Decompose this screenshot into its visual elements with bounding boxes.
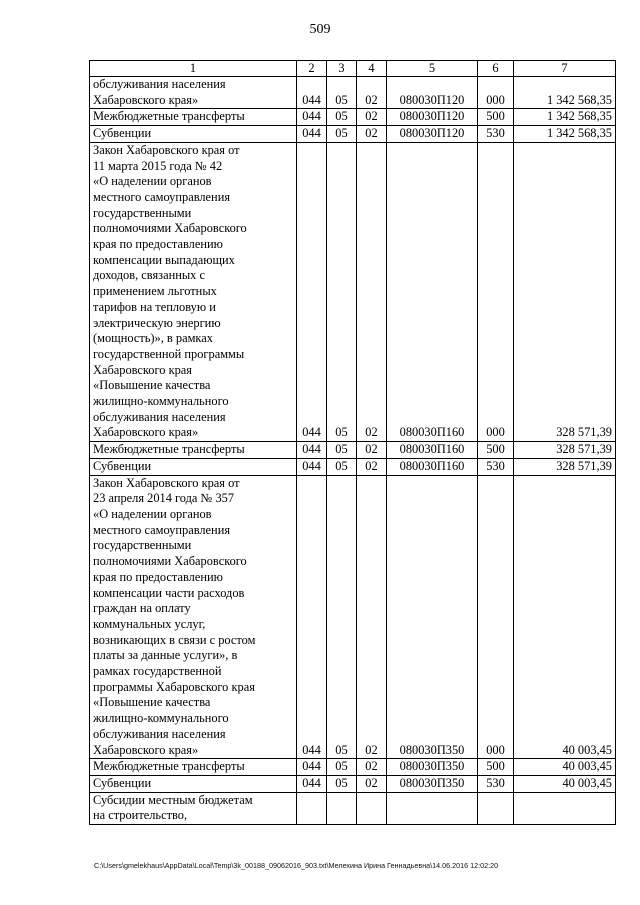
subsection-code: 02: [357, 458, 387, 475]
amount-value: 40 003,45: [514, 475, 616, 759]
description-line: коммунальных услуг,: [93, 616, 206, 631]
description-line: на строительство,: [93, 808, 188, 823]
expense-type-code: 530: [478, 126, 514, 143]
table-row: [90, 759, 616, 776]
item-description: [90, 77, 297, 109]
description-line: местного самоуправления: [93, 522, 231, 537]
subsection-code: 02: [357, 126, 387, 143]
department-code: [297, 792, 327, 824]
section-code: 05: [327, 458, 357, 475]
expense-type-code: 000: [478, 77, 514, 109]
target-article-code: 080030П350: [387, 475, 478, 759]
description-line: компенсации части расходов: [93, 585, 245, 600]
expense-type-code: [478, 792, 514, 824]
item-description: [90, 458, 297, 475]
amount-value: 40 003,45: [514, 759, 616, 776]
description-line: программы Хабаровского края: [93, 679, 255, 694]
description-line: обслуживания населения: [93, 726, 226, 741]
subsection-code: 02: [357, 142, 387, 441]
table-row: [90, 775, 616, 792]
budget-table: [89, 60, 616, 825]
description-line: края по предоставлению: [93, 569, 223, 584]
department-code: 044: [297, 442, 327, 459]
description-line: 23 апреля 2014 года № 357: [93, 491, 235, 506]
column-header: 7: [514, 61, 616, 77]
target-article-code: 080030П120: [387, 126, 478, 143]
table-row: [90, 442, 616, 459]
description-line: Межбюджетные трансферты: [93, 109, 245, 124]
department-code: 044: [297, 759, 327, 776]
description-line: Субвенции: [93, 458, 152, 473]
item-description: [90, 126, 297, 143]
item-description: [90, 142, 297, 441]
department-code: 044: [297, 77, 327, 109]
department-code: 044: [297, 775, 327, 792]
description-line: местного самоуправления: [93, 189, 231, 204]
footer-file-path: C:\Users\gmelekhaus\AppData\Local\Temp\3k_00188_09062016_903.txt\Мелехина Ирина Геннадьевна\14.06.2016 12:02:20: [94, 861, 499, 870]
description-line: жилищно-коммунального: [93, 711, 229, 726]
item-description: [90, 109, 297, 126]
description-line: возникающих в связи с ростом: [93, 632, 256, 647]
description-line: обслуживания населения: [93, 77, 226, 91]
description-line: (мощность)», в рамках: [93, 331, 213, 346]
description-line: «О наделении органов: [93, 506, 212, 521]
department-code: 044: [297, 475, 327, 759]
description-line: государственными: [93, 538, 192, 553]
description-line: 11 марта 2015 года № 42: [93, 158, 223, 173]
amount-value: 40 003,45: [514, 775, 616, 792]
subsection-code: 02: [357, 109, 387, 126]
item-description: [90, 759, 297, 776]
expense-type-code: 530: [478, 775, 514, 792]
description-line: доходов, связанных с: [93, 268, 205, 283]
description-line: края по предоставлению: [93, 237, 223, 252]
target-article-code: 080030П120: [387, 77, 478, 109]
section-code: 05: [327, 142, 357, 441]
target-article-code: 080030П160: [387, 142, 478, 441]
subsection-code: 02: [357, 475, 387, 759]
description-line: полномочиями Хабаровского: [93, 554, 247, 569]
target-article-code: [387, 792, 478, 824]
target-article-code: 080030П120: [387, 109, 478, 126]
description-line: государственными: [93, 205, 192, 220]
column-header: 4: [357, 61, 387, 77]
description-line: платы за данные услуги», в: [93, 648, 238, 663]
section-code: 05: [327, 759, 357, 776]
description-line: «О наделении органов: [93, 174, 212, 189]
target-article-code: 080030П160: [387, 458, 478, 475]
column-header: 5: [387, 61, 478, 77]
expense-type-code: 500: [478, 109, 514, 126]
column-header: 2: [297, 61, 327, 77]
amount-value: 1 342 568,35: [514, 77, 616, 109]
amount-value: 328 571,39: [514, 442, 616, 459]
table-row: [90, 475, 616, 759]
column-header: 1: [90, 61, 297, 77]
description-line: применением льготных: [93, 284, 217, 299]
section-code: 05: [327, 775, 357, 792]
page-number: 509: [309, 22, 331, 37]
target-article-code: 080030П350: [387, 759, 478, 776]
amount-value: [514, 792, 616, 824]
item-description: [90, 442, 297, 459]
section-code: 05: [327, 475, 357, 759]
description-line: граждан на оплату: [93, 601, 191, 616]
subsection-code: 02: [357, 775, 387, 792]
column-header: 6: [478, 61, 514, 77]
description-line: Субсидии местным бюджетам: [93, 792, 253, 807]
description-line: Закон Хабаровского края от: [93, 475, 240, 490]
description-line: Хабаровского края»: [93, 742, 199, 757]
table-header-row: [90, 61, 616, 77]
description-line: электрическую энергию: [93, 315, 221, 330]
table-row: [90, 109, 616, 126]
subsection-code: 02: [357, 759, 387, 776]
description-line: «Повышение качества: [93, 378, 211, 393]
section-code: 05: [327, 77, 357, 109]
description-line: тарифов на тепловую и: [93, 299, 216, 314]
table-row: [90, 458, 616, 475]
item-description: [90, 475, 297, 759]
description-line: Межбюджетные трансферты: [93, 759, 245, 774]
expense-type-code: 530: [478, 458, 514, 475]
amount-value: 328 571,39: [514, 458, 616, 475]
description-line: Закон Хабаровского края от: [93, 142, 240, 157]
item-description: [90, 775, 297, 792]
description-line: рамках государственной: [93, 664, 222, 679]
description-line: Хабаровского края»: [93, 425, 199, 440]
department-code: 044: [297, 109, 327, 126]
department-code: 044: [297, 142, 327, 441]
section-code: 05: [327, 109, 357, 126]
item-description: [90, 792, 297, 824]
amount-value: 328 571,39: [514, 142, 616, 441]
table-row: [90, 126, 616, 143]
description-line: Субвенции: [93, 126, 152, 141]
column-header: 3: [327, 61, 357, 77]
target-article-code: 080030П160: [387, 442, 478, 459]
description-line: Хабаровского края: [93, 362, 192, 377]
description-line: полномочиями Хабаровского: [93, 221, 247, 236]
description-line: компенсации выпадающих: [93, 252, 235, 267]
expense-type-code: 500: [478, 759, 514, 776]
expense-type-code: 500: [478, 442, 514, 459]
department-code: 044: [297, 126, 327, 143]
description-line: обслуживания населения: [93, 409, 226, 424]
description-line: «Повышение качества: [93, 695, 211, 710]
table-row: [90, 792, 616, 824]
description-line: государственной программы: [93, 346, 245, 361]
target-article-code: 080030П350: [387, 775, 478, 792]
section-code: 05: [327, 442, 357, 459]
section-code: 05: [327, 126, 357, 143]
subsection-code: [357, 792, 387, 824]
department-code: 044: [297, 458, 327, 475]
section-code: [327, 792, 357, 824]
subsection-code: 02: [357, 77, 387, 109]
description-line: Субвенции: [93, 775, 152, 790]
expense-type-code: 000: [478, 142, 514, 441]
amount-value: 1 342 568,35: [514, 109, 616, 126]
amount-value: 1 342 568,35: [514, 126, 616, 143]
expense-type-code: 000: [478, 475, 514, 759]
description-line: Хабаровского края»: [93, 92, 199, 107]
description-line: жилищно-коммунального: [93, 394, 229, 409]
table-row: [90, 142, 616, 441]
subsection-code: 02: [357, 442, 387, 459]
table-row: [90, 77, 616, 109]
description-line: Межбюджетные трансферты: [93, 442, 245, 457]
